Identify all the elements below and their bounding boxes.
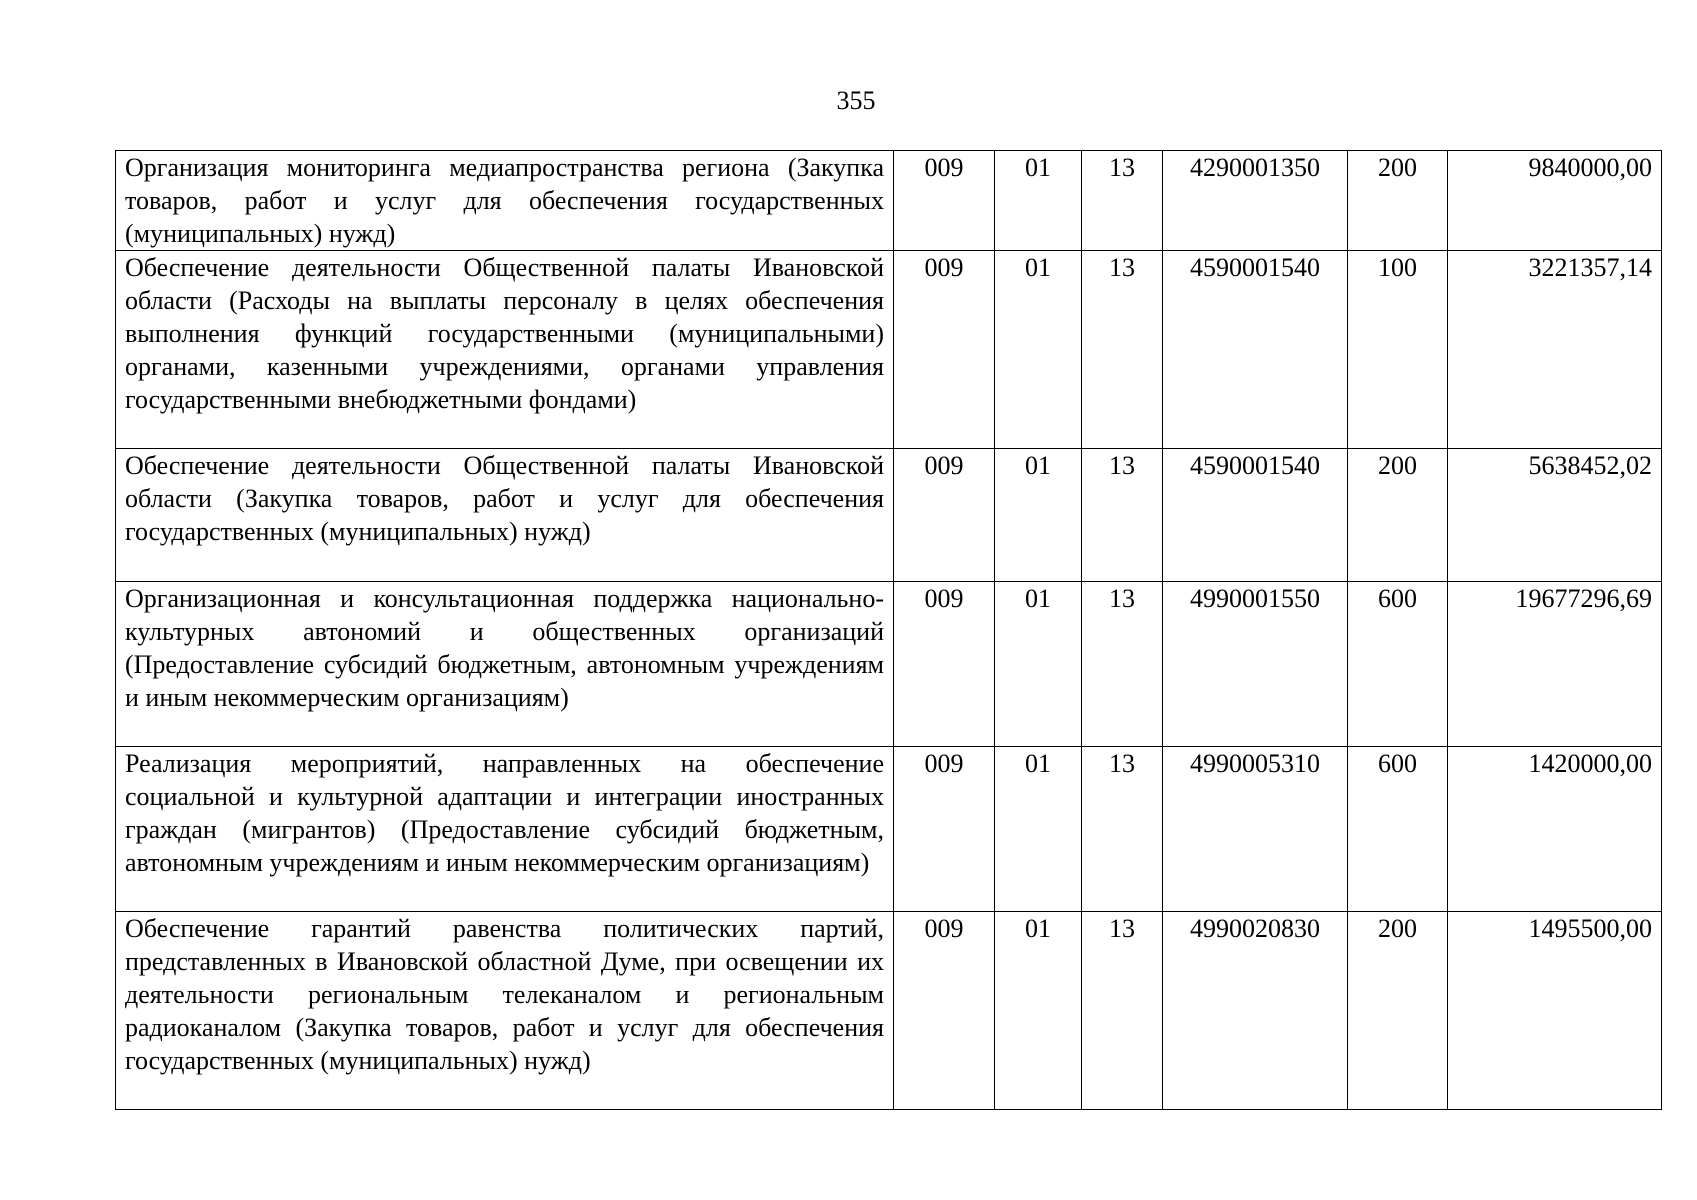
subsection-code-cell: 13 <box>1082 912 1163 1110</box>
section-code-cell: 01 <box>995 582 1082 747</box>
target-article-cell: 4990001550 <box>1163 582 1348 747</box>
table-row <box>116 151 1662 251</box>
description-cell: Реализация мероприятий, направленных на обеспечение социальной и культурной адаптации и интеграции иностранных граждан (мигрантов) (Предоставление субсидий бюджетным, автономным учреждениям и иным некоммерческим организациям) <box>116 747 894 912</box>
expense-type-cell: 600 <box>1348 747 1448 912</box>
section-code-cell: 01 <box>995 151 1082 251</box>
ministry-code-cell: 009 <box>894 449 995 582</box>
page-number: 355 <box>836 86 876 115</box>
target-article-cell: 4990005310 <box>1163 747 1348 912</box>
subsection-code-cell: 13 <box>1082 582 1163 747</box>
section-code-cell: 01 <box>995 449 1082 582</box>
subsection-code-cell: 13 <box>1082 151 1163 251</box>
expense-type-cell: 200 <box>1348 449 1448 582</box>
subsection-code-cell: 13 <box>1082 449 1163 582</box>
target-article-cell: 4290001350 <box>1163 151 1348 251</box>
amount-cell: 9840000,00 <box>1448 151 1662 251</box>
expense-type-cell: 100 <box>1348 251 1448 449</box>
expense-type-cell: 200 <box>1348 912 1448 1110</box>
ministry-code-cell: 009 <box>894 912 995 1110</box>
target-article-cell: 4990020830 <box>1163 912 1348 1110</box>
description-cell: Обеспечение гарантий равенства политических партий, представленных в Ивановской областной Думе, при освещении их деятельности региональным телеканалом и региональным радиоканалом (Закупка товаров, работ и услуг для обеспечения государственных (муниципальных) нужд) <box>116 912 894 1110</box>
expense-type-cell: 200 <box>1348 151 1448 251</box>
subsection-code-cell: 13 <box>1082 747 1163 912</box>
description-cell: Обеспечение деятельности Общественной палаты Ивановской области (Закупка товаров, работ и услуг для обеспечения государственных (муниципальных) нужд) <box>116 449 894 582</box>
table-row <box>116 251 1662 449</box>
amount-cell: 1495500,00 <box>1448 912 1662 1110</box>
budget-table <box>115 150 1662 1110</box>
amount-cell: 5638452,02 <box>1448 449 1662 582</box>
table-row <box>116 912 1662 1110</box>
table-row <box>116 747 1662 912</box>
section-code-cell: 01 <box>995 251 1082 449</box>
description-cell: Обеспечение деятельности Общественной палаты Ивановской области (Расходы на выплаты персоналу в целях обеспечения выполнения функций государственными (муниципальными) органами, казенными учреждениями, органами управления государственными внебюджетными фондами) <box>116 251 894 449</box>
ministry-code-cell: 009 <box>894 251 995 449</box>
ministry-code-cell: 009 <box>894 151 995 251</box>
table-row <box>116 582 1662 747</box>
expense-type-cell: 600 <box>1348 582 1448 747</box>
section-code-cell: 01 <box>995 747 1082 912</box>
ministry-code-cell: 009 <box>894 582 995 747</box>
target-article-cell: 4590001540 <box>1163 251 1348 449</box>
ministry-code-cell: 009 <box>894 747 995 912</box>
section-code-cell: 01 <box>995 912 1082 1110</box>
description-cell: Организационная и консультационная поддержка национально-культурных автономий и общественных организаций (Предоставление субсидий бюджетным, автономным учреждениям и иным некоммерческим организациям) <box>116 582 894 747</box>
amount-cell: 1420000,00 <box>1448 747 1662 912</box>
table-row <box>116 449 1662 582</box>
amount-cell: 19677296,69 <box>1448 582 1662 747</box>
subsection-code-cell: 13 <box>1082 251 1163 449</box>
description-cell: Организация мониторинга медиапространства региона (Закупка товаров, работ и услуг для обеспечения государственных (муниципальных) нужд) <box>116 151 894 251</box>
amount-cell: 3221357,14 <box>1448 251 1662 449</box>
target-article-cell: 4590001540 <box>1163 449 1348 582</box>
